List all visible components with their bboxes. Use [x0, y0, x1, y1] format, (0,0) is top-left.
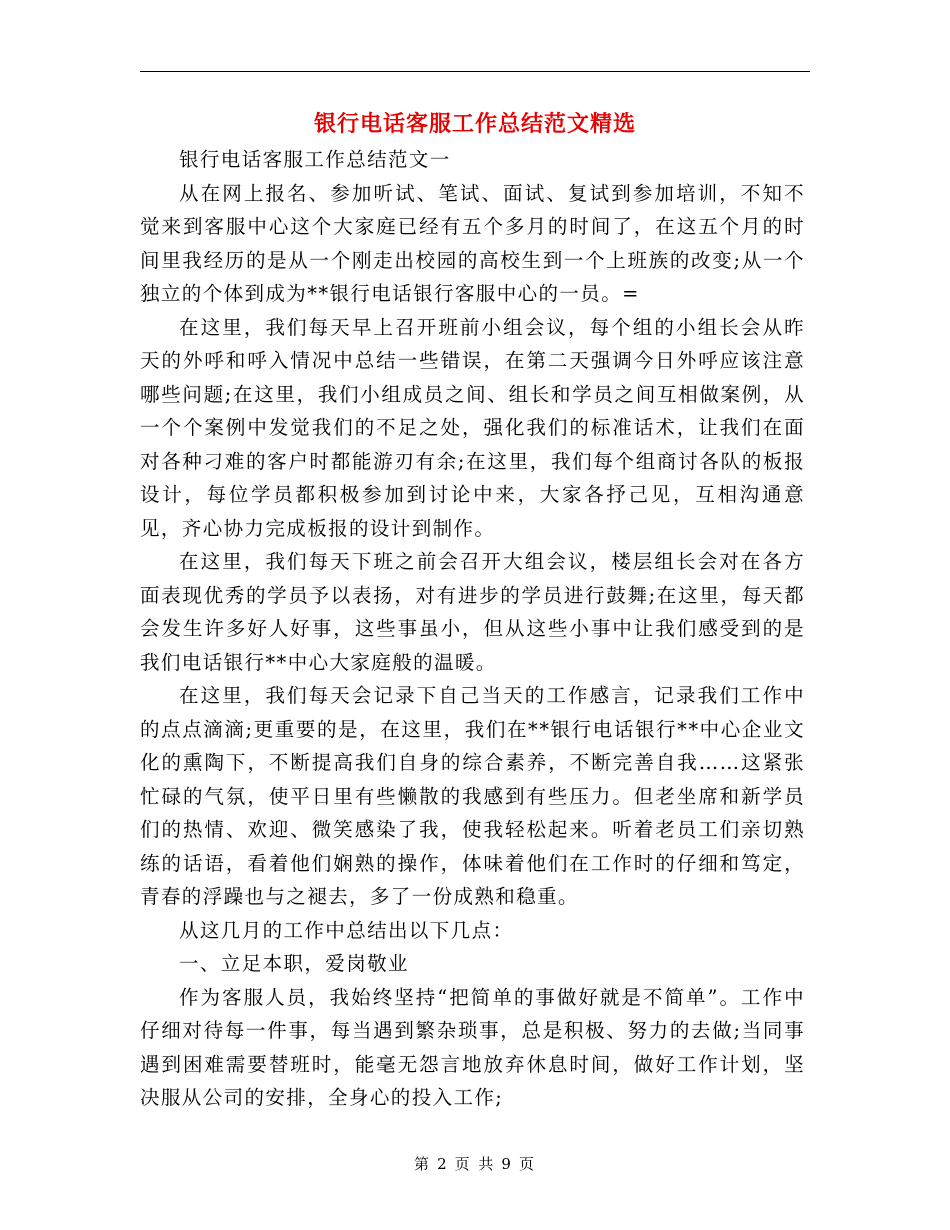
body-paragraph: 作为客服人员，我始终坚持“把简单的事做好就是不简单”。工作中仔细对待每一件事，每当遇到繁杂琐事，总是积极、努力的去做;当同事遇到困难需要替班时，能毫无怨言地放弃休息时间，做好工作计划，坚决服从公司的安排，全身心的投入工作; [140, 985, 805, 1109]
section-heading: 银行电话客服工作总结范文一 [179, 148, 451, 171]
footer-prefix: 第 [414, 1155, 432, 1173]
page-number-total: 9 [501, 1155, 513, 1173]
body-paragraph: 在这里，我们每天会记录下自己当天的工作感言，记录我们工作中的点点滴滴;更重要的是，在这里，我们在**银行电话银行**中心企业文化的熏陶下，不断提高我们自身的综合素养，不断完善自我……这紧张忙碌的气氛，使平日里有些懒散的我感到有些压力。但老坐席和新学员们的热情、欢迎、微笑感染了我，使我轻松起来。听着老员工们亲切熟练的话语，看着他们娴熟的操作，体味着他们在工作时的仔细和笃定，青春的浮躁也与之褪去，多了一份成熟和稳重。 [140, 684, 805, 908]
document-title: 银行电话客服工作总结范文精选 [313, 111, 636, 137]
subsection-heading: 一、立足本职，爱岗敬业 [179, 952, 409, 975]
page-number-current: 2 [437, 1155, 449, 1173]
body-paragraph: 在这里，我们每天早上召开班前小组会议，每个组的小组长会从昨天的外呼和呼入情况中总结一些错误，在第二天强调今日外呼应该注意哪些问题;在这里，我们小组成员之间、组长和学员之间互相做案例，从一个个案例中发觉我们的不足之处，强化我们的标准话术，让我们在面对各种刁难的客户时都能游刃有余;在这里，我们每个组商讨各队的板报设计，每位学员都积极参加到讨论中来，大家各抒己见，互相沟通意见，齐心协力完成板报的设计到制作。 [140, 315, 805, 540]
body-paragraph: 从这几月的工作中总结出以下几点： [179, 918, 514, 942]
header-rule [140, 71, 810, 72]
document-body [140, 143, 805, 1115]
footer-suffix: 页 [518, 1155, 536, 1173]
footer-middle: 页 共 [454, 1155, 496, 1173]
body-paragraph: 从在网上报名、参加听试、笔试、面试、复试到参加培训，不知不觉来到客服中心这个大家庭已经有五个多月的时间了，在这五个月的时间里我经历的是从一个刚走出校园的高校生到一个上班族的改变;从一个独立的个体到成为**银行电话银行客服中心的一员。= [140, 181, 805, 305]
page-footer [0, 1152, 950, 1176]
body-paragraph: 在这里，我们每天下班之前会召开大组会议，楼层组长会对在各方面表现优秀的学员予以表扬，对有进步的学员进行鼓舞;在这里，每天都会发生许多好人好事，这些事虽小，但从这些小事中让我们感受到的是我们电话银行**中心大家庭般的温暖。 [140, 550, 805, 674]
